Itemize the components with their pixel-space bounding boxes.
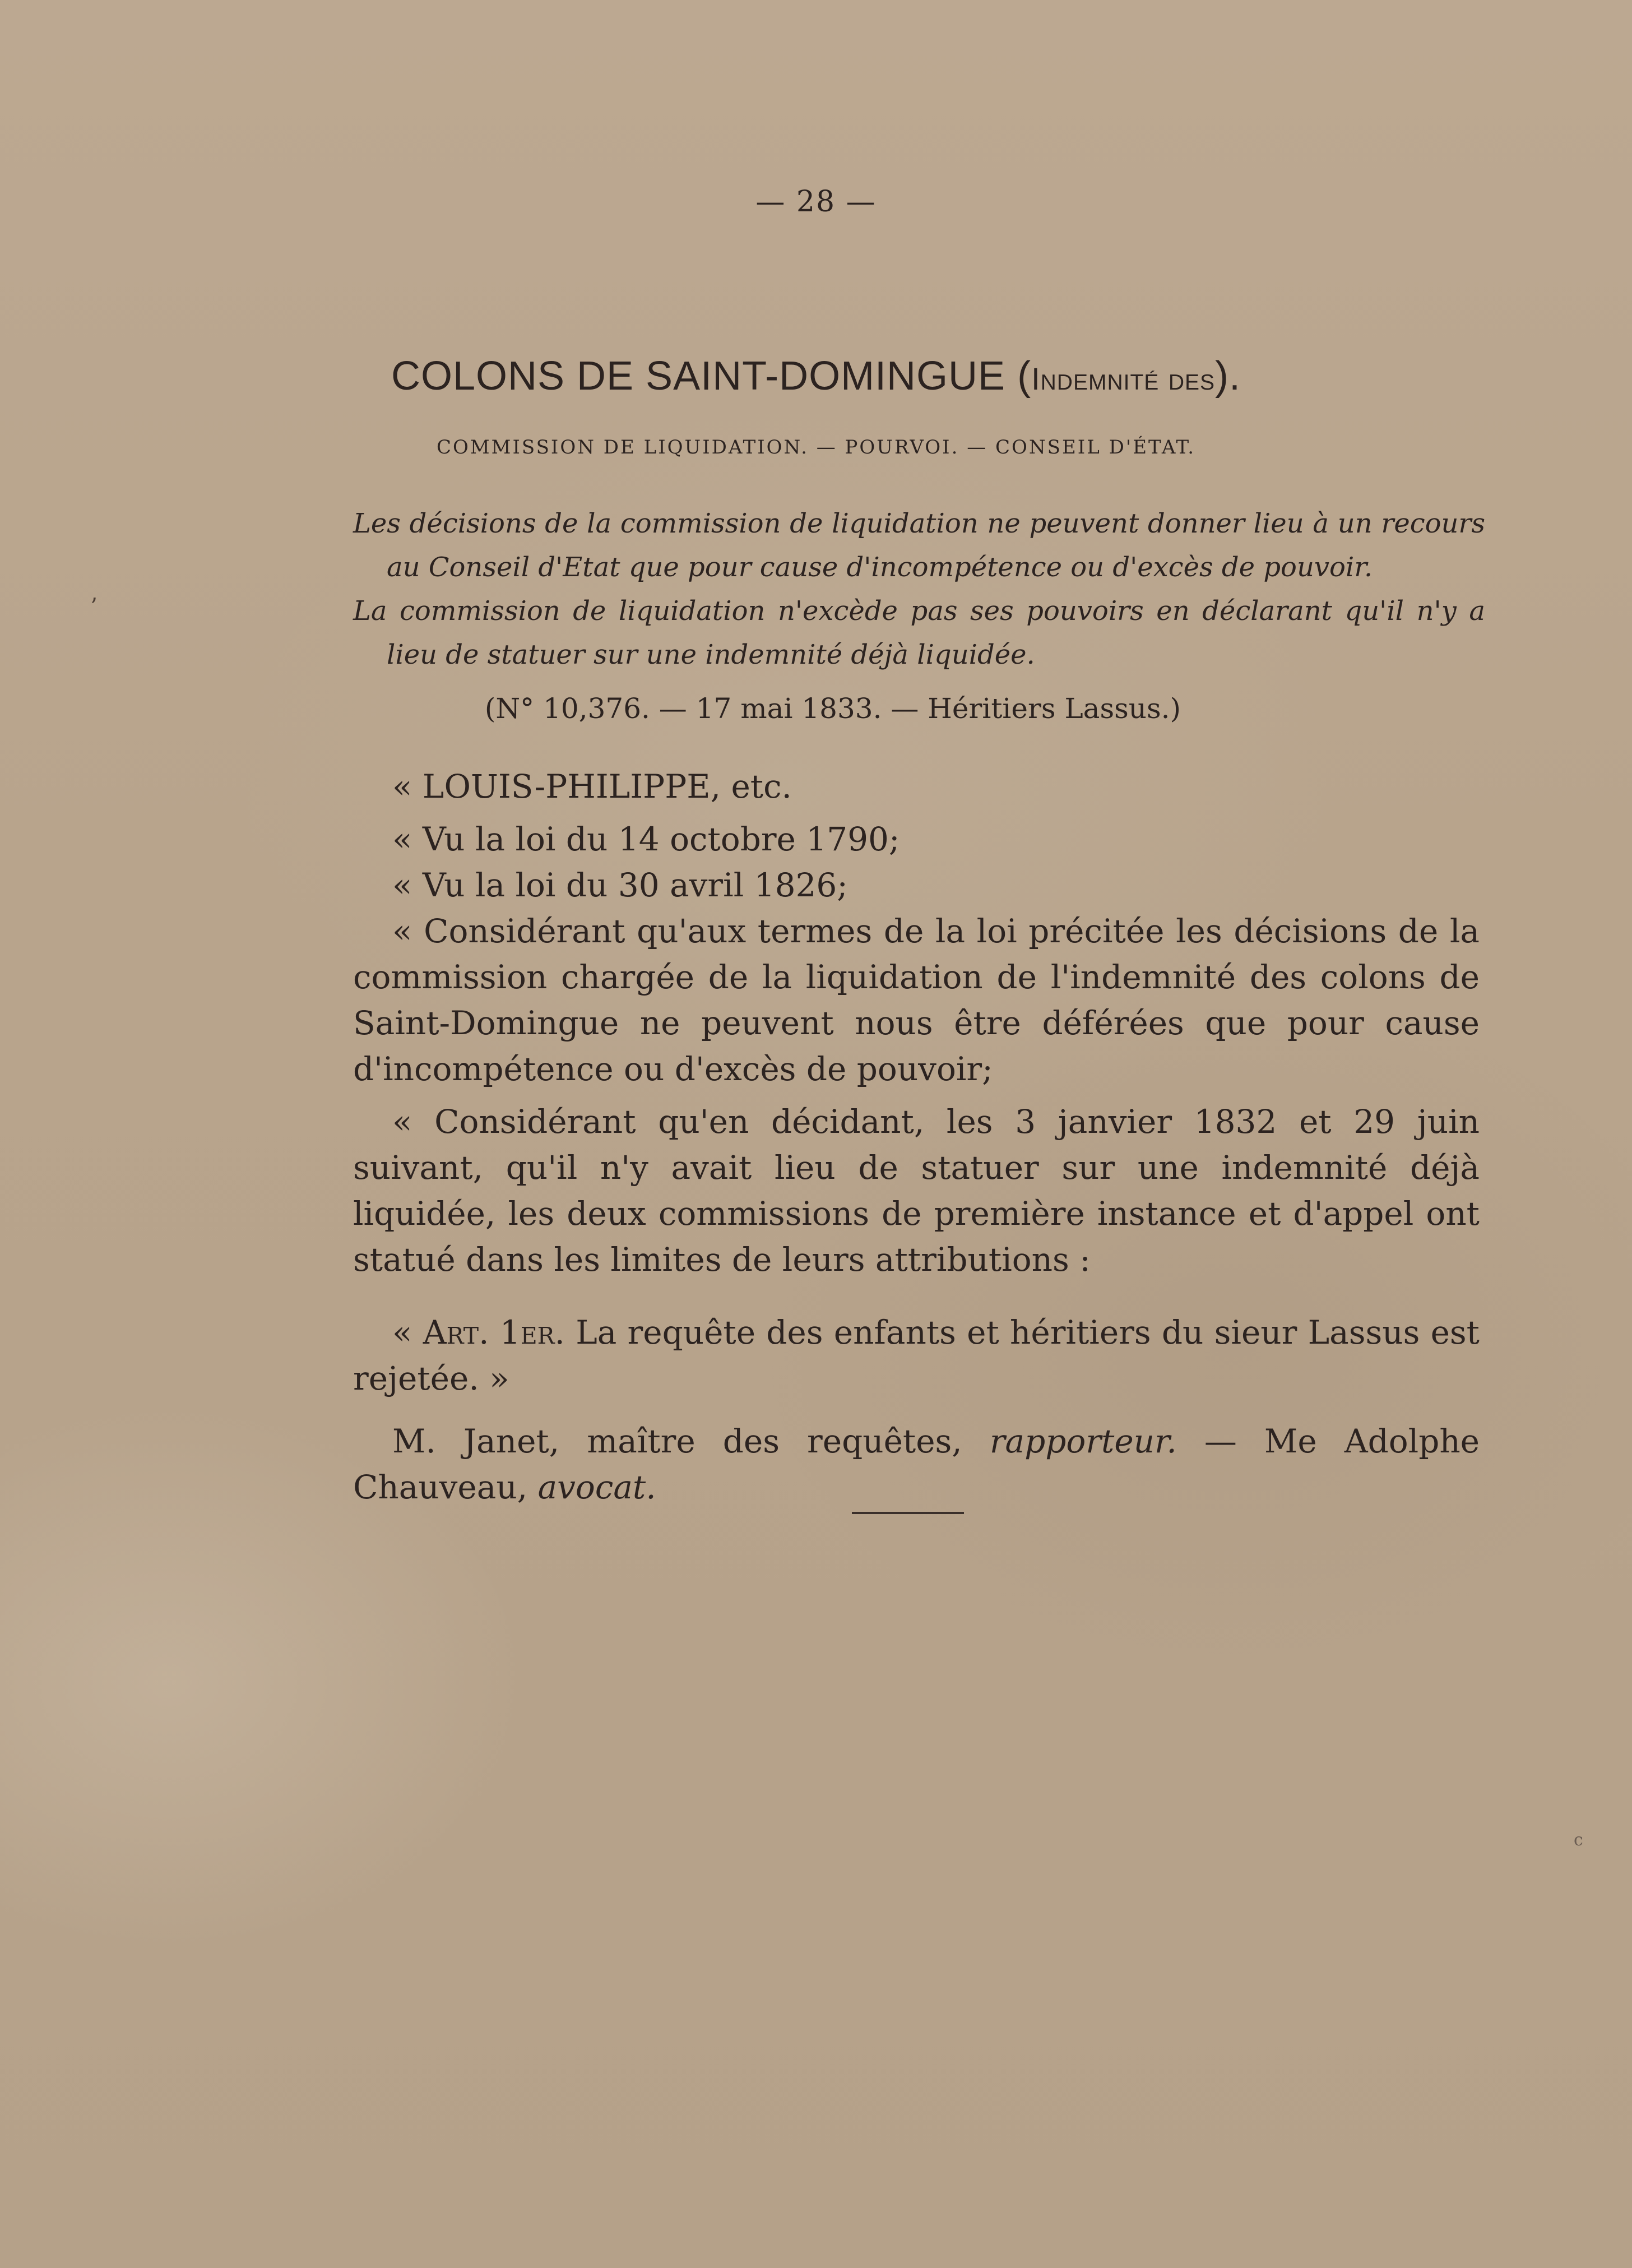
vu-line-2: « Vu la loi du 30 avril 1826; [392, 866, 848, 904]
summary-paragraph-2: La commission de liquidation n'excède pas ses pouvoirs en déclarant qu'il n'y a lieu de statuer sur une indemnité déjà liquidée. [353, 595, 1485, 670]
summary-paragraph-1: Les décisions de la commission de liquidation ne peuvent donner lieu à un recours au Conseil d'Etat que pour cause d'incompétence ou d'excès de pouvoir. [353, 508, 1485, 583]
edge-mark: c [1574, 1830, 1583, 1850]
summary-block [353, 502, 1485, 677]
article-prefix: « Art. 1er. [392, 1313, 565, 1351]
page-number: — 28 — [755, 185, 877, 219]
king-line: « LOUIS-PHILIPPE, etc. [392, 767, 792, 806]
decision-body [353, 763, 1480, 1510]
title-main: COLONS DE SAINT-DOMINGUE ( [391, 354, 1032, 399]
signature-role: rapporteur. [989, 1422, 1177, 1460]
signature-part-1: M. Janet, maître des requêtes, [392, 1422, 990, 1460]
article-line [353, 1309, 1480, 1401]
vu-line-1: « Vu la loi du 14 octobre 1790; [392, 820, 900, 858]
closing-rule [852, 1512, 964, 1514]
case-reference: (N° 10,376. — 17 mai 1833. — Héritiers Lassus.) [484, 692, 1181, 725]
subtitle: COMMISSION DE LIQUIDATION. — POURVOI. — CONSEIL D'ÉTAT. [436, 436, 1196, 459]
page-title [0, 353, 1632, 399]
article-text: La requête des enfants et héritiers du sieur Lassus est rejetée. » [353, 1313, 1480, 1397]
signature-line [353, 1418, 1480, 1510]
considerant-paragraph-1: « Considérant qu'aux termes de la loi précitée les décisions de la commission chargée de la liquidation de l'indemnité des colons de Saint-Domingue ne peuvent nous être déférées que pour cause d'incompétence ou d'excès de pouvoir; [353, 912, 1480, 1088]
title-end: ). [1215, 354, 1241, 399]
signature-avocat: avocat. [537, 1468, 656, 1506]
signature-part-2: — Me Adolphe Chauveau, [353, 1422, 1480, 1506]
considerant-paragraph-2: « Considérant qu'en décidant, les 3 janvier 1832 et 29 juin suivant, qu'il n'y avait lieu de statuer sur une indemnité déjà liquidée, les deux commissions de première instance et d'appel ont statué dans les limites de leurs attributions : [353, 1103, 1480, 1279]
title-small-caps: Indemnité des [1031, 361, 1216, 396]
margin-mark: ʼ [90, 594, 97, 620]
